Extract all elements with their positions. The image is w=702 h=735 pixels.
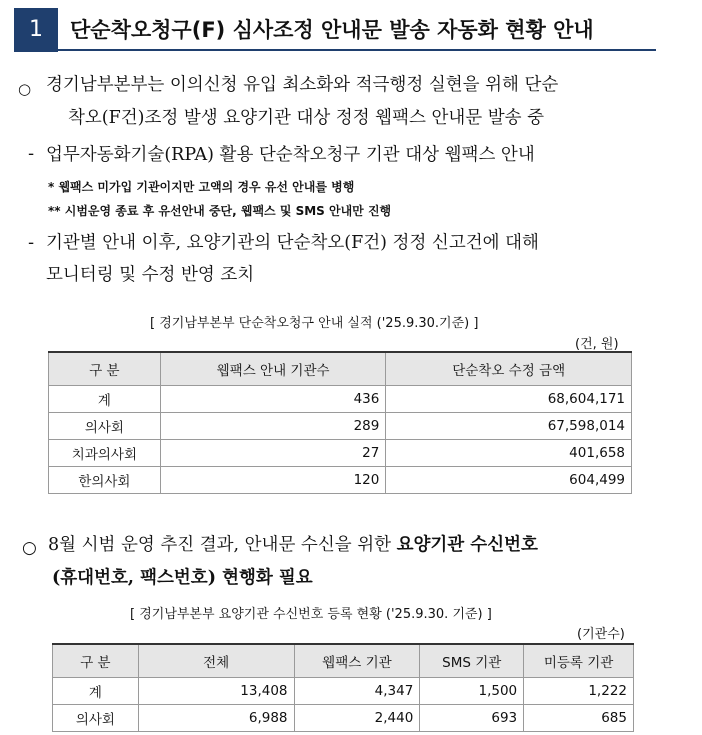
column-header: 웹팩스 기관 bbox=[294, 644, 420, 678]
table-cell: 13,408 bbox=[138, 678, 294, 705]
column-header: 구 분 bbox=[49, 352, 161, 386]
emphasis-line: (휴대번호, 팩스번호) 현행화 필요 bbox=[52, 568, 313, 588]
table-cell: 120 bbox=[160, 467, 386, 494]
emphasis-text: 요양기관 수신번호 bbox=[396, 535, 538, 555]
table-cell: 6,988 bbox=[138, 705, 294, 732]
table-caption: [ 경기남부본부 요양기관 수신번호 등록 현황 ('25.9.30. 기준) ] bbox=[130, 607, 492, 622]
registration-table bbox=[52, 643, 634, 732]
table-unit: (건, 원) bbox=[575, 337, 619, 352]
table-cell: 한의사회 bbox=[49, 467, 161, 494]
section-number: 1 bbox=[14, 8, 58, 52]
dash-bullet: - bbox=[28, 144, 35, 164]
circle-bullet: ○ bbox=[18, 80, 32, 98]
column-header: 단순착오 수정 금액 bbox=[386, 352, 632, 386]
column-header: 구 분 bbox=[53, 644, 139, 678]
footnote: ** 시범운영 종료 후 유선안내 중단, 웹팩스 및 SMS 안내만 진행 bbox=[48, 204, 392, 218]
table-caption: [ 경기남부본부 단순착오청구 안내 실적 ('25.9.30.기준) ] bbox=[150, 316, 479, 331]
table-row bbox=[49, 467, 632, 494]
table-cell: 4,347 bbox=[294, 678, 420, 705]
dash-bullet: - bbox=[28, 233, 35, 253]
list-item: 업무자동화기술(RPA) 활용 단순착오청구 기관 대상 웹팩스 안내 bbox=[46, 145, 535, 165]
table-cell: 693 bbox=[420, 705, 524, 732]
footnote: * 웹팩스 미가입 기관이지만 고액의 경우 유선 안내를 병행 bbox=[48, 180, 355, 194]
table-cell: 436 bbox=[160, 386, 386, 413]
table-cell: 계 bbox=[49, 386, 161, 413]
paragraph-line: 경기남부본부는 이의신청 유입 최소화와 적극행정 실현을 위해 단순 bbox=[46, 75, 559, 95]
column-header: 웹팩스 안내 기관수 bbox=[160, 352, 386, 386]
table-cell: 68,604,171 bbox=[386, 386, 632, 413]
table-row bbox=[49, 386, 632, 413]
column-header: SMS 기관 bbox=[420, 644, 524, 678]
results-table bbox=[48, 351, 632, 494]
table-cell: 치과의사회 bbox=[49, 440, 161, 467]
column-header: 미등록 기관 bbox=[524, 644, 634, 678]
table-cell: 67,598,014 bbox=[386, 413, 632, 440]
table-row bbox=[53, 705, 634, 732]
table-cell: 의사회 bbox=[49, 413, 161, 440]
list-item-continued: 모니터링 및 수정 반영 조치 bbox=[46, 265, 255, 285]
table-cell: 289 bbox=[160, 413, 386, 440]
table-cell: 604,499 bbox=[386, 467, 632, 494]
paragraph-line bbox=[48, 530, 538, 561]
paragraph-text: 8월 시범 운영 추진 결과, 안내문 수신을 위한 bbox=[48, 535, 397, 555]
section-header bbox=[14, 8, 644, 52]
table-unit: (기관수) bbox=[577, 627, 625, 642]
column-header: 전체 bbox=[138, 644, 294, 678]
list-item: 기관별 안내 이후, 요양기관의 단순착오(F건) 정정 신고건에 대해 bbox=[46, 233, 539, 253]
table-row bbox=[49, 413, 632, 440]
table-row bbox=[49, 440, 632, 467]
table-cell: 1,500 bbox=[420, 678, 524, 705]
table-cell: 2,440 bbox=[294, 705, 420, 732]
table-row bbox=[53, 678, 634, 705]
table-cell: 401,658 bbox=[386, 440, 632, 467]
section-title: 단순착오청구(F) 심사조정 안내문 발송 자동화 현황 안내 bbox=[70, 18, 594, 42]
circle-bullet: ○ bbox=[22, 538, 37, 558]
table-cell: 계 bbox=[53, 678, 139, 705]
table-cell: 27 bbox=[160, 440, 386, 467]
table-cell: 1,222 bbox=[524, 678, 634, 705]
paragraph-line: 착오(F건)조정 발생 요양기관 대상 정정 웹팩스 안내문 발송 중 bbox=[68, 108, 545, 128]
title-underline bbox=[58, 49, 656, 51]
table-cell: 685 bbox=[524, 705, 634, 732]
table-cell: 의사회 bbox=[53, 705, 139, 732]
